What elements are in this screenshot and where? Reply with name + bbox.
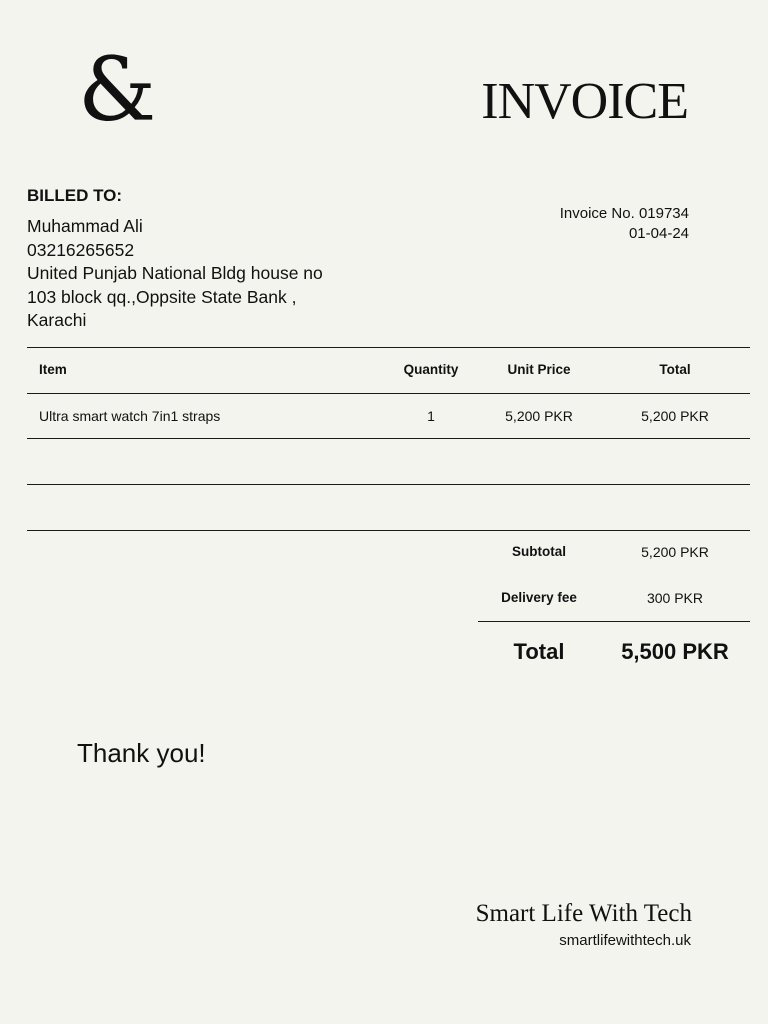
invoice-meta [560, 204, 689, 244]
invoice-number: Invoice No. 019734 [559, 205, 689, 222]
brand-logo-ampersand: & [78, 38, 157, 141]
row-item: Ultra smart watch 7in1 straps [39, 408, 221, 424]
customer-phone: 03216265652 [27, 239, 135, 260]
grand-total-value: 5,500 PKR [621, 639, 729, 664]
invoice-title: INVOICE [481, 73, 688, 130]
customer-city: Karachi [27, 310, 87, 330]
row-quantity: 1 [427, 408, 435, 424]
subtotal-value: 5,200 PKR [641, 544, 709, 560]
table-top-divider [27, 347, 750, 348]
col-header-total: Total [659, 362, 691, 377]
table-bottom-divider [27, 530, 750, 531]
row-total: 5,200 PKR [641, 408, 709, 424]
col-header-unit-price: Unit Price [507, 362, 571, 377]
grand-total-label: Total [513, 639, 565, 664]
table-header-divider [27, 393, 750, 394]
customer-address-line-2: 103 block qq.,Oppsite State Bank , [27, 286, 297, 307]
thank-you-note: Thank you! [77, 738, 206, 768]
summary-divider [478, 621, 750, 622]
table-row-divider [27, 484, 750, 485]
customer-name: Muhammad Ali [27, 216, 143, 236]
invoice-date: 01-04-24 [628, 225, 689, 242]
billed-to-label: BILLED TO: [27, 186, 123, 205]
row-unit-price: 5,200 PKR [505, 408, 573, 424]
col-header-quantity: Quantity [403, 362, 459, 377]
col-header-item: Item [39, 362, 67, 377]
company-name: Smart Life With Tech [475, 900, 692, 927]
company-website: smartlifewithtech.uk [559, 932, 691, 949]
delivery-fee-label: Delivery fee [501, 590, 577, 605]
customer-address-line-1: United Punjab National Bldg house no [27, 263, 323, 283]
table-row-divider [27, 438, 750, 439]
delivery-fee-value: 300 PKR [646, 590, 704, 606]
subtotal-label: Subtotal [512, 544, 566, 559]
billed-to-address [27, 215, 367, 333]
